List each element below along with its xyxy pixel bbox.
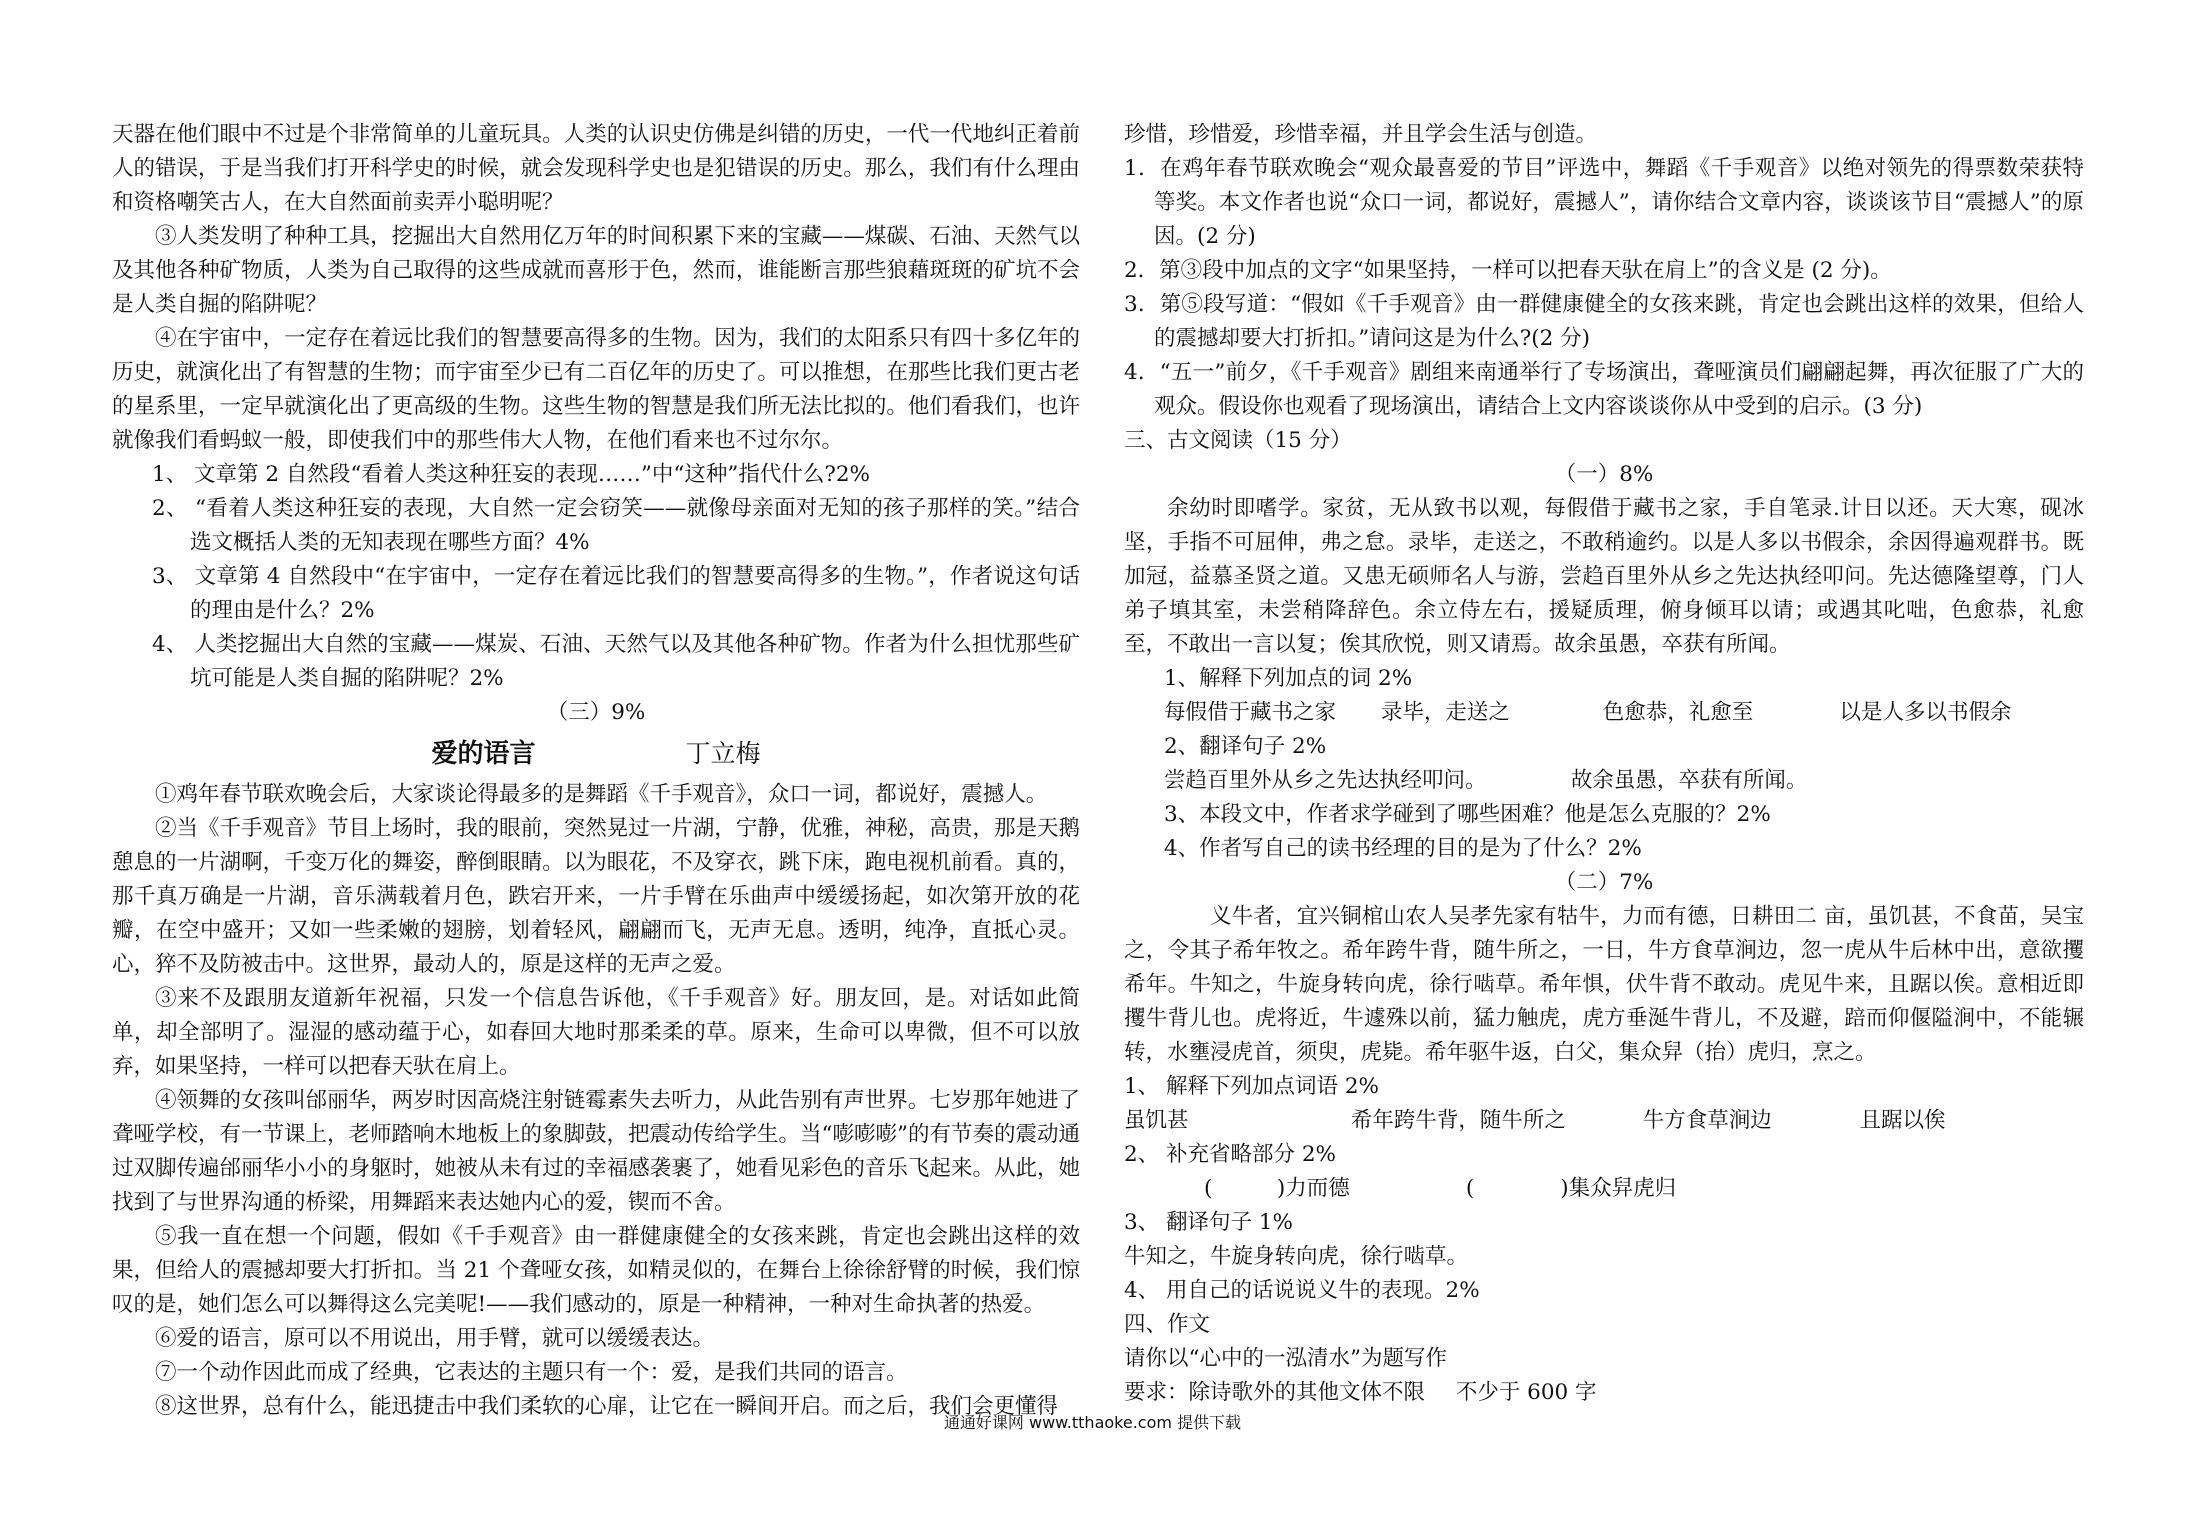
article-title-line — [112, 732, 1080, 776]
essay-requirements-row — [1124, 1376, 2084, 1410]
word-item: 每假借于藏书之家 — [1164, 700, 1337, 725]
word-item: 且踞以俟 — [1859, 1108, 1946, 1133]
classical-1-question-1: 1、解释下列加点的词 2% — [1164, 666, 1413, 691]
question-2: 2、 “看着人类这种狂妄的表现，大自然一定会窃笑——就像母亲面对无知的孩子那样的笑。”结合选文概括人类的无知表现在哪些方面？4% — [152, 496, 1080, 555]
article-title: 爱的语言 — [431, 739, 536, 769]
classical-2-blanks-row — [1204, 1172, 2084, 1206]
paragraph-4: ④在宇宙中，一定存在着远比我们的智慧要高得多的生物。因为，我们的太阳系只有四十多亿年的历史，就演化出了有智慧的生物；而宇宙至少已有二百亿年的历史了。可以推想，在那些比我们更古老的星系里，一定早就演化出了更高级的生物。这些生物的智慧是我们所无法比拟的。他们看我们，也许就像我们看蚂蚁一般，即使我们中的那些伟大人物，在他们看来也不过尔尔。 — [112, 326, 1080, 453]
classical-passage-1: 余幼时即嗜学。家贫，无从致书以观，每假借于藏书之家，手自笔录.计日以还。天大寒，砚冰坚，手指不可屈伸，弗之怠。录毕，走送之，不敢稍逾约。以是人多以书假余，余因得遍观群书。既加冠，益慕圣贤之道。又患无硕师名人与游，尝趋百里外从乡之先达执经叩问。先达德隆望尊，门人弟子填其室，未尝稍降辞色。余立侍左右，援疑质理，俯身倾耳以请；或遇其叱咄，色愈恭，礼愈至，不敢出一言以复；俟其欣悦，则又请焉。故余虽愚，卒获有所闻。 — [1124, 496, 2084, 657]
essay-requirement: 要求：除诗歌外的其他文体不限 — [1124, 1380, 1426, 1405]
word-item: 色愈恭，礼愈至 — [1602, 700, 1754, 725]
classical-1-question-3: 3、本段文中，作者求学碰到了哪些困难？他是怎么克服的？2% — [1164, 802, 1771, 827]
article-paragraph-2: ②当《千手观音》节目上场时，我的眼前，突然晃过一片湖，宁静，优雅，神秘，高贵，那是天鹅憩息的一片湖啊，千变万化的舞姿，醉倒眼睛。以为眼花，不及穿衣，跳下床，跑电视机前看。真的，那千真万确是一片湖，音乐满载着月色，跌宕开来，一片手臂在乐曲声中缓缓扬起，如次第开放的花瓣，在空中盛开；又如一些柔嫩的翅膀，划着轻风，翩翩而飞，无声无息。透明，纯净，直抵心灵。心，猝不及防被击中。这世界，最动人的，原是这样的无声之爱。 — [112, 816, 1080, 977]
paragraph-intro: 天器在他们眼中不过是个非常简单的儿童玩具。人类的认识史仿佛是纠错的历史，一代一代地纠正着前人的错误，于是当我们打开科学史的时候，就会发现科学史也是犯错误的历史。那么，我们有什么理由和资格嘲笑古人，在大自然面前卖弄小聪明呢？ — [112, 122, 1080, 215]
classical-2-question-3: 3、 翻译句子 1% — [1124, 1210, 1293, 1235]
reading-question-3: 3．第⑤段写道：“假如《千手观音》由一群健康健全的女孩来跳，肯定也会跳出这样的效果，但给人的震撼却要大打折扣。”请问这是为什么?(2 分) — [1124, 292, 2084, 351]
classical-2-question-1: 1、 解释下列加点词语 2% — [1124, 1074, 1379, 1099]
essay-prompt: 请你以“心中的一泓清水”为题写作 — [1124, 1346, 1447, 1371]
word-item: 以是人多以书假余 — [1839, 700, 2012, 725]
paragraph-3: ③人类发明了种种工具，挖掘出大自然用亿万年的时间积累下来的宝藏——煤碳、石油、天然气以及其他各种矿物质，人类为自己取得的这些成就而喜形于色，然而，谁能断言那些狼藉斑斑的矿坑不会是人类自掘的陷阱呢？ — [112, 224, 1080, 317]
article-paragraph-6: ⑥爱的语言，原可以不用说出，用手臂，就可以缓缓表达。 — [155, 1326, 715, 1351]
reading-question-2: 2．第③段中加点的文字“如果坚持，一样可以把春天驮在肩上”的含义是 (2 分)。 — [1124, 258, 1892, 283]
left-column — [112, 118, 1080, 1424]
reading-question-1: 1．在鸡年春节联欢晚会“观众最喜爱的节目”评选中，舞蹈《千手观音》以绝对领先的得票数荣获特等奖。本文作者也说“众口一词，都说好，震撼人”，请你结合文章内容，谈谈该节目“震撼人”的原因。(2 分) — [1124, 156, 2084, 249]
classical-2-words-row — [1124, 1104, 2084, 1138]
word-item: 录毕，走送之 — [1380, 700, 1510, 725]
classical-2-translate: 牛知之，牛旋身转向虎，徐行啮草。 — [1124, 1244, 1469, 1269]
classical-1-question-2: 2、翻译句子 2% — [1164, 734, 1327, 759]
section-essay-heading: 四、作文 — [1124, 1312, 1211, 1337]
section-classical-heading: 三、古文阅读（15 分） — [1124, 428, 1352, 453]
classical-1-question-4: 4、作者写自己的读书经理的目的是为了什么？2% — [1164, 836, 1642, 861]
blank-item: ( )力而德 — [1204, 1176, 1350, 1201]
translate-item: 尝趋百里外从乡之先达执经叩问。 — [1164, 768, 1487, 793]
classical-2-question-4: 4、 用自己的话说说义牛的表现。2% — [1124, 1278, 1480, 1303]
reading-question-4: 4．“五一”前夕，《千手观音》剧组来南通举行了专场演出，聋哑演员们翩翩起舞，再次征服了广大的观众。假设你也观看了现场演出，请结合上文内容谈谈你从中受到的启示。(3 分) — [1124, 360, 2084, 419]
continuation-text: 珍惜，珍惜爱，珍惜幸福，并且学会生活与创造。 — [1124, 122, 1598, 147]
question-3: 3、 文章第 4 自然段中“在宇宙中，一定存在着远比我们的智慧要高得多的生物。”，作者说这句话的理由是什么？2% — [152, 564, 1080, 623]
article-paragraph-8: ⑧这世界，总有什么，能迅捷击中我们柔软的心扉，让它在一瞬间开启。而之后，我们会更懂得 — [155, 1394, 1059, 1419]
classical-passage-2: 义牛者，宜兴铜棺山农人吴孝先家有牯牛，力而有德，日耕田二 亩，虽饥甚，不食苗，吴宝之，令其子希年牧之。希年跨牛背，随牛所之，一日，牛方食草涧边，忽一虎从牛后林中出，意欲攫希年。牛知之，牛旋身转向虎，徐行啮草。希年惧，伏牛背不敢动。虎见牛来，且踞以俟。意相近即攫牛背儿也。虎将近，牛遽殊以前，猛力触虎，虎方垂涎牛背儿，不及避，踣而仰偃隘涧中，不能辗转，水壅浸虎首，须臾，虎毙。希年驱牛返，白父，集众舁（抬）虎归，烹之。 — [1124, 904, 2084, 1065]
classical-2-question-2: 2、 补充省略部分 2% — [1124, 1142, 1336, 1167]
article-paragraph-3: ③来不及跟朋友道新年祝福，只发一个信息告诉他，《千手观音》好。朋友回，是。对话如此简单，却全部明了。湿湿的感动蕴于心，如春回大地时那柔柔的草。原来，生命可以卑微，但不可以放弃，如果坚持，一样可以把春天驮在肩上。 — [112, 986, 1080, 1079]
question-1: 1、 文章第 2 自然段“看着人类这种狂妄的表现……”中“这种”指代什么?2% — [152, 462, 870, 487]
word-item: 牛方食草涧边 — [1642, 1108, 1772, 1133]
section-3-heading: （三）9% — [546, 700, 646, 725]
right-column — [1124, 118, 2084, 1410]
classical-1-words-row — [1164, 696, 2084, 730]
word-item: 虽饥甚 — [1124, 1108, 1189, 1133]
article-paragraph-4: ④领舞的女孩叫邰丽华，两岁时因高烧注射链霉素失去听力，从此告别有声世界。七岁那年她进了聋哑学校，有一节课上，老师踏响木地板上的象脚鼓，把震动传给学生。当“嘭嘭嘭”的有节奏的震动通过双脚传遍邰丽华小小的身躯时，她被从未有过的幸福感袭裹了，她看见彩色的音乐飞起来。从此，她找到了与世界沟通的桥梁，用舞蹈来表达她内心的爱，锲而不舍。 — [112, 1088, 1080, 1215]
article-author: 丁立梅 — [685, 739, 761, 768]
blank-item: ( )集众舁虎归 — [1465, 1176, 1677, 1201]
question-4: 4、 人类挖掘出大自然的宝藏——煤炭、石油、天然气以及其他各种矿物。作者为什么担忧那些矿坑可能是人类自掘的陷阱呢？2% — [152, 632, 1080, 691]
page-footer: 通通好课网 www.tthaoke.com 提供下载 — [943, 1413, 1242, 1432]
article-paragraph-7: ⑦一个动作因此而成了经典，它表达的主题只有一个：爱，是我们共同的语言。 — [155, 1360, 908, 1385]
classical-1-translate-row — [1164, 764, 2084, 798]
article-paragraph-1: ①鸡年春节联欢晚会后，大家谈论得最多的是舞蹈《千手观音》，众口一词，都说好，震撼人。 — [155, 782, 1048, 807]
classical-part-2-heading: （二）7% — [1554, 870, 1654, 895]
article-paragraph-5: ⑤我一直在想一个问题，假如《千手观音》由一群健康健全的女孩来跳，肯定也会跳出这样的效果，但给人的震撼却要大打折扣。当 21 个聋哑女孩，如精灵似的，在舞台上徐徐舒臂的时候，我们惊叹的是，她们怎么可以舞得这么完美呢!——我们感动的，原是一种精神，一种对生命执著的热爱。 — [112, 1224, 1080, 1317]
classical-part-1-heading: （一）8% — [1554, 462, 1654, 487]
essay-word-count: 不少于 600 字 — [1455, 1380, 1597, 1405]
translate-item: 故余虽愚，卒获有所闻。 — [1570, 768, 1808, 793]
word-item: 希年跨牛背，随牛所之 — [1350, 1108, 1566, 1133]
